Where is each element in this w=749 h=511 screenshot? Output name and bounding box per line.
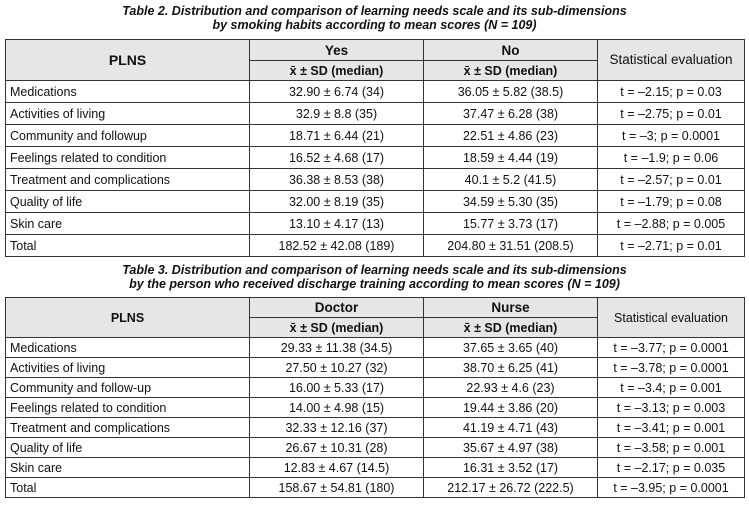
group1-value: 16.52 ± 4.68 (17) [250,147,424,169]
group1-value: 182.52 ± 42.08 (189) [250,235,424,257]
table-row [6,418,745,438]
table-row [6,458,745,478]
stat-value: t = –3.78; p = 0.0001 [598,358,745,378]
stat-value: t = –2.15; p = 0.03 [598,81,745,103]
table-row [6,81,745,103]
group1-value: 158.67 ± 54.81 (180) [250,478,424,498]
row-label: Feelings related to condition [6,147,250,169]
table2-caption [0,4,749,32]
group1-value: 32.9 ± 8.8 (35) [250,103,424,125]
table-row [6,438,745,458]
group1-value: 27.50 ± 10.27 (32) [250,358,424,378]
table-row [6,235,745,257]
row-label: Skin care [6,458,250,478]
group2-value: 41.19 ± 4.71 (43) [424,418,598,438]
group1-value: 13.10 ± 4.17 (13) [250,213,424,235]
stat-value: t = –2.88; p = 0.005 [598,213,745,235]
table-row [6,358,745,378]
table-row [6,398,745,418]
group1-value: 32.00 ± 8.19 (35) [250,191,424,213]
row-label: Total [6,235,250,257]
row-label: Treatment and complications [6,418,250,438]
group2-value: 37.65 ± 3.65 (40) [424,338,598,358]
table3-caption-line2: by the person who received discharge training according to mean scores (N = 109) [129,277,620,291]
row-label: Community and followup [6,125,250,147]
stat-value: t = –3.58; p = 0.001 [598,438,745,458]
row-label: Feelings related to condition [6,398,250,418]
group2-value: 37.47 ± 6.28 (38) [424,103,598,125]
stat-value: t = –2.71; p = 0.01 [598,235,745,257]
table3-group2-header: Nurse [424,298,598,318]
table2-group1-subheader: x̄ ± SD (median) [250,61,424,81]
row-label: Activities of living [6,358,250,378]
group2-value: 34.59 ± 5.30 (35) [424,191,598,213]
group2-value: 18.59 ± 4.44 (19) [424,147,598,169]
row-label: Activities of living [6,103,250,125]
stat-value: t = –2.17; p = 0.035 [598,458,745,478]
row-label: Quality of life [6,438,250,458]
group2-value: 38.70 ± 6.25 (41) [424,358,598,378]
stat-value: t = –2.57; p = 0.01 [598,169,745,191]
table3 [5,297,745,498]
row-label: Skin care [6,213,250,235]
group2-value: 204.80 ± 31.51 (208.5) [424,235,598,257]
group1-value: 36.38 ± 8.53 (38) [250,169,424,191]
table3-group1-header: Doctor [250,298,424,318]
row-label: Medications [6,338,250,358]
table-row [6,213,745,235]
group2-value: 35.67 ± 4.97 (38) [424,438,598,458]
stat-value: t = –3.77; p = 0.0001 [598,338,745,358]
table3-caption [0,263,749,291]
group2-value: 36.05 ± 5.82 (38.5) [424,81,598,103]
table-row [6,338,745,358]
stat-value: t = –2.75; p = 0.01 [598,103,745,125]
stat-value: t = –3; p = 0.0001 [598,125,745,147]
stat-value: t = –3.4; p = 0.001 [598,378,745,398]
table-row [6,125,745,147]
table2-stat-header: Statistical evaluation [598,40,745,81]
row-label: Community and follow-up [6,378,250,398]
table2-group2-subheader: x̄ ± SD (median) [424,61,598,81]
table2-row-header: PLNS [6,40,250,81]
table-row [6,103,745,125]
table2 [5,39,745,257]
stat-value: t = –1.79; p = 0.08 [598,191,745,213]
table-row [6,378,745,398]
table2-caption-line1: Table 2. Distribution and comparison of learning needs scale and its sub-dimensions [122,4,627,18]
stat-value: t = –3.41; p = 0.001 [598,418,745,438]
table-row [6,478,745,498]
group1-value: 32.90 ± 6.74 (34) [250,81,424,103]
table3-stat-header: Statistical evaluation [598,298,745,338]
group2-value: 19.44 ± 3.86 (20) [424,398,598,418]
stat-value: t = –1.9; p = 0.06 [598,147,745,169]
group1-value: 29.33 ± 11.38 (34.5) [250,338,424,358]
table3-caption-line1: Table 3. Distribution and comparison of learning needs scale and its sub-dimensions [122,263,627,277]
group1-value: 14.00 ± 4.98 (15) [250,398,424,418]
group1-value: 32.33 ± 12.16 (37) [250,418,424,438]
table3-group2-subheader: x̄ ± SD (median) [424,318,598,338]
stat-value: t = –3.95; p = 0.0001 [598,478,745,498]
group1-value: 16.00 ± 5.33 (17) [250,378,424,398]
group1-value: 12.83 ± 4.67 (14.5) [250,458,424,478]
table2-group2-header: No [424,40,598,61]
group2-value: 22.93 ± 4.6 (23) [424,378,598,398]
row-label: Total [6,478,250,498]
row-label: Medications [6,81,250,103]
table-row [6,191,745,213]
table3-row-header: PLNS [6,298,250,338]
group2-value: 22.51 ± 4.86 (23) [424,125,598,147]
group1-value: 26.67 ± 10.31 (28) [250,438,424,458]
row-label: Quality of life [6,191,250,213]
group2-value: 40.1 ± 5.2 (41.5) [424,169,598,191]
group1-value: 18.71 ± 6.44 (21) [250,125,424,147]
table2-caption-line2: by smoking habits according to mean scores (N = 109) [212,18,537,32]
table-row [6,147,745,169]
group2-value: 15.77 ± 3.73 (17) [424,213,598,235]
group2-value: 16.31 ± 3.52 (17) [424,458,598,478]
table2-group1-header: Yes [250,40,424,61]
table3-group1-subheader: x̄ ± SD (median) [250,318,424,338]
row-label: Treatment and complications [6,169,250,191]
stat-value: t = –3.13; p = 0.003 [598,398,745,418]
table-row [6,169,745,191]
group2-value: 212.17 ± 26.72 (222.5) [424,478,598,498]
